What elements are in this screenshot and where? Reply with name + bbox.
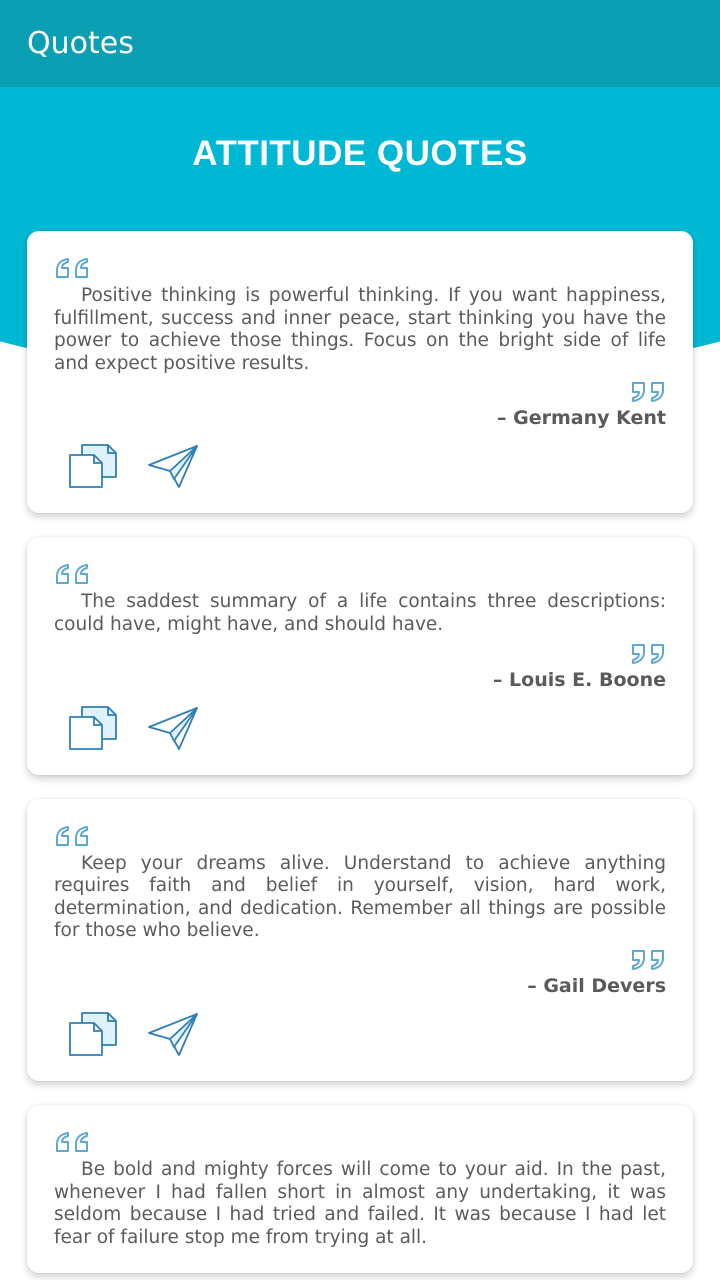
quote-author: – Germany Kent bbox=[497, 407, 666, 430]
quote-card bbox=[27, 799, 693, 1081]
quote-text: Be bold and mighty forces will come to your aid. In the past, whenever I had fallen short in almost any undertaking, it was seldom because I had tried and failed. It was because I had let fear of failure stop me from trying at all. bbox=[54, 1158, 666, 1248]
quote-list bbox=[27, 231, 693, 1280]
paper-plane-icon[interactable] bbox=[146, 705, 200, 751]
page-title: ATTITUDE QUOTES bbox=[192, 134, 528, 173]
quote-author: – Gail Devers bbox=[527, 974, 666, 997]
quote-card bbox=[27, 537, 693, 774]
quote-author: – Louis E. Boone bbox=[492, 668, 666, 691]
open-quote-icon bbox=[54, 255, 90, 281]
copy-icon[interactable] bbox=[66, 443, 120, 489]
quote-card bbox=[27, 1105, 693, 1273]
copy-icon[interactable] bbox=[66, 1011, 120, 1057]
quote-text: The saddest summary of a life contains three descriptions: could have, might have, and should have. bbox=[54, 591, 666, 635]
open-quote-icon bbox=[54, 561, 90, 587]
paper-plane-icon[interactable] bbox=[146, 1011, 200, 1057]
close-quote-icon bbox=[630, 947, 666, 973]
app-bar bbox=[0, 0, 720, 87]
quote-text: Positive thinking is powerful thinking. If you want happiness, fulfillment, success and inner peace, start thinking you have the power to achieve those things. Focus on the bright side of life and expect positive results. bbox=[54, 285, 666, 374]
open-quote-icon bbox=[54, 823, 90, 849]
paper-plane-icon[interactable] bbox=[146, 443, 200, 489]
close-quote-icon bbox=[630, 641, 666, 667]
app-title: Quotes bbox=[27, 26, 134, 61]
open-quote-icon bbox=[54, 1129, 90, 1155]
copy-icon[interactable] bbox=[66, 705, 120, 751]
quote-text: Keep your dreams alive. Understand to achieve anything requires faith and belief in yourself, vision, hard work, determination, and dedication. Remember all things are possible for those who believe. bbox=[54, 852, 666, 942]
quote-card bbox=[27, 231, 693, 513]
close-quote-icon bbox=[630, 379, 666, 405]
